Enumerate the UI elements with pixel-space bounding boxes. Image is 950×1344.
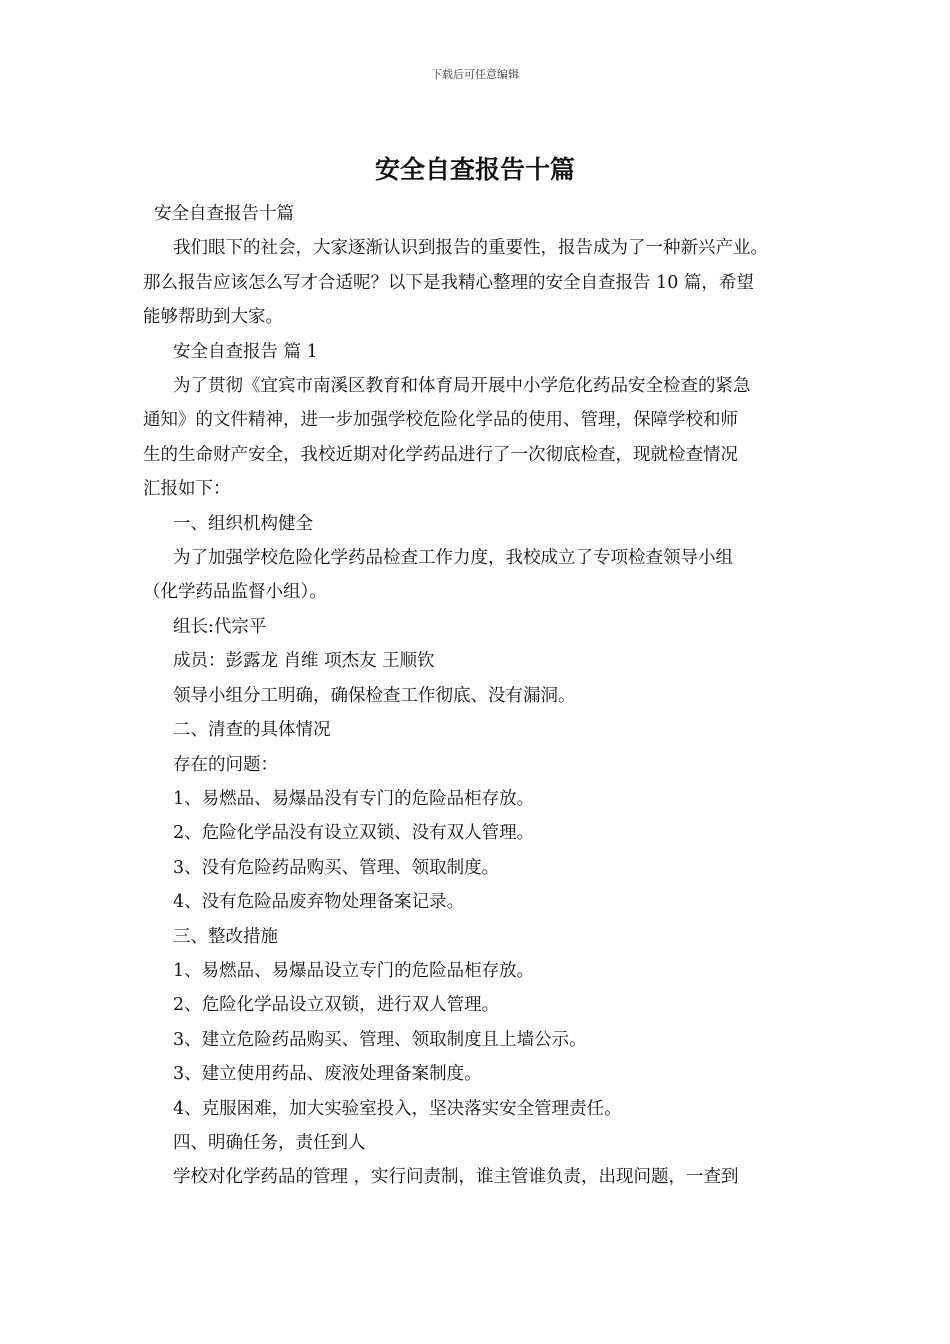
subtitle-line: 安全自查报告十篇 xyxy=(154,204,294,224)
section-heading: 一、组织机构健全 xyxy=(173,513,313,534)
paragraph-line: 成员：彭露龙 肖维 项杰友 王顺钦 xyxy=(173,651,435,672)
list-item: 3、建立危险药品购买、管理、领取制度且上墙公示。 xyxy=(173,1029,587,1050)
paragraph-line: 为了加强学校危险化学药品检查工作力度，我校成立了专项检查领导小组 xyxy=(173,548,733,569)
section-heading: 二、清查的具体情况 xyxy=(173,720,331,741)
paragraph-line: 汇报如下： xyxy=(143,479,231,500)
section-heading: 四、明确任务，责任到人 xyxy=(173,1132,366,1153)
paragraph-line: （化学药品监督小组）。 xyxy=(143,582,327,603)
section-heading: 三、整改措施 xyxy=(173,926,278,947)
header-note: 下载后可任意编辑 xyxy=(431,68,519,81)
paragraph-line: 通知》的文件精神，进一步加强学校危险化学品的使用、管理，保障学校和师 xyxy=(143,410,738,431)
paragraph-line: 我们眼下的社会，大家逐渐认识到报告的重要性，报告成为了一种新兴产业。 xyxy=(173,238,768,259)
list-item: 3、建立使用药品、废液处理备案制度。 xyxy=(173,1064,482,1085)
list-item: 4、没有危险品废弃物处理备案记录。 xyxy=(173,892,465,913)
paragraph-line: 学校对化学药品的管理 ，实行问责制，谁主管谁负责，出现问题，一查到 xyxy=(173,1167,739,1188)
list-item: 4、克服困难，加大实验室投入，坚决落实安全管理责任。 xyxy=(173,1098,622,1119)
paragraph-line: 能够帮助到大家。 xyxy=(143,307,283,328)
list-item: 1、易燃品、易爆品没有专门的危险品柜存放。 xyxy=(173,788,535,809)
paragraph-line: 存在的问题： xyxy=(173,754,278,775)
list-item: 2、危险化学品设立双锁，进行双人管理。 xyxy=(173,995,500,1016)
paragraph-line: 为了贯彻《宜宾市南溪区教育和体育局开展中小学危化药品安全检查的紧急 xyxy=(173,376,751,397)
document-title: 安全自查报告十篇 xyxy=(374,155,575,184)
section-heading: 安全自查报告 篇 1 xyxy=(173,341,318,362)
paragraph-line: 组长:代宗平 xyxy=(173,616,267,637)
list-item: 3、没有危险药品购买、管理、领取制度。 xyxy=(173,857,500,878)
paragraph-line: 那么报告应该怎么写才合适呢？以下是我精心整理的安全自查报告 10 篇，希望 xyxy=(143,272,754,293)
document-body xyxy=(143,197,807,1195)
list-item: 2、危险化学品没有设立双锁、没有双人管理。 xyxy=(173,823,535,844)
paragraph-line: 生的生命财产安全，我校近期对化学药品进行了一次彻底检查，现就检查情况 xyxy=(143,444,738,465)
paragraph-line: 领导小组分工明确，确保检查工作彻底、没有漏洞。 xyxy=(173,685,576,706)
list-item: 1、易燃品、易爆品设立专门的危险品柜存放。 xyxy=(173,960,535,981)
